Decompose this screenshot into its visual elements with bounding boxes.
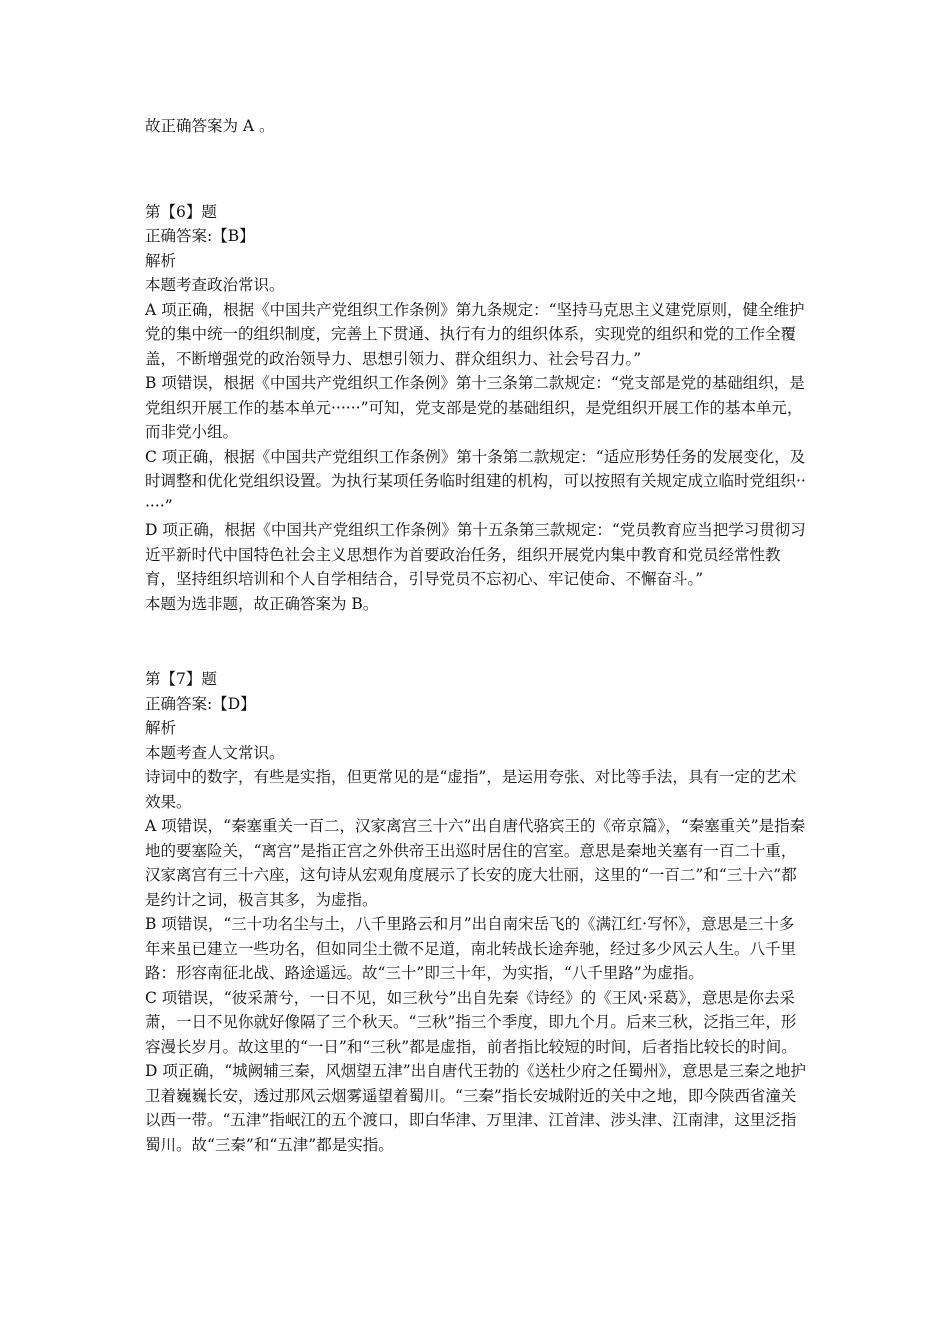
question-6-paragraph-5: D 项正确，根据《中国共产党组织工作条例》第十五条第三款规定：“党员教育应当把学习贯彻习近平新时代中国特色社会主义思想作为首要政治任务，组织开展党内集中教育和党员经常性教育，坚持组织培训和个人自学相结合，引导党员不忘初心、牢记使命、不懈奋斗。” [145, 521, 806, 588]
question-7-paragraph-1: 本题考查人文常识。 [145, 743, 285, 762]
question-6-paragraph-1: 本题考查政治常识。 [145, 276, 285, 294]
section-spacer [145, 616, 809, 667]
document-content [145, 114, 809, 1157]
question-7-paragraph-3: A 项错误，“秦塞重关一百二，汉家离宫三十六”出自唐代骆宾王的《帝京篇》，“秦塞重关”是指秦地的要塞险关，“离宫”是指正宫之外供帝王出巡时居住的宫室。意思是秦地关塞有一百二十重，汉家离宫有三十六座，这句诗从宏观角度展示了长安的庞大壮丽，这里的“一百二”和“三十六”都是约计之词，极言其多，为虚指。 [145, 817, 806, 909]
question-7-header: 第【7】题 [145, 670, 217, 688]
question-7-paragraph-5: C 项错误，“彼采萧兮，一日不见，如三秋兮”出自先秦《诗经》的《王风·采葛》，意思是你去采萧，一日不见你就好像隔了三个秋天。“三秋”指三个季度，即九个月。后来三秋，泛指三年，形容漫长岁月。故这里的“一日”和“三秋”都是虚指，前者指比较短的时间，后者指比较长的时间。 [145, 988, 797, 1056]
question-6-paragraph-2: A 项正确，根据《中国共产党组织工作条例》第九条规定：“坚持马克思主义建党原则，健全维护党的集中统一的组织制度，完善上下贯通、执行有力的组织体系，实现党的组织和党的工作全覆盖，不断增强党的政治领导力、思想引领力、群众组织力、社会号召力。” [145, 300, 805, 368]
question-6-header: 第【6】题 [145, 202, 217, 221]
question-6-paragraph-3: B 项错误，根据《中国共产党组织工作条例》第十三条第二款规定：“党支部是党的基础组织，是党组织开展工作的基本单元······”可知，党支部是党的基础组织，是党组织开展工作的基本单元，而非党小组。 [145, 374, 805, 441]
section-spacer [145, 139, 809, 200]
question-7-paragraph-6: D 项正确，“城阙辅三秦，风烟望五津”出自唐代王勃的《送杜少府之任蜀州》，意思是三秦之地护卫着巍巍长安，透过那风云烟雾遥望着蜀川。“三秦”指长安城附近的关中之地，即今陕西省潼关以西一带。“五津”指岷江的五个渡口，即白华津、万里津、江首津、涉头津、江南津，这里泛指蜀川。故“三秦”和“五津”都是实指。 [145, 1062, 806, 1154]
question-6-paragraph-4: C 项正确，根据《中国共产党组织工作条例》第十条第二款规定：“适应形势任务的发展变化，及时调整和优化党组织设置。为执行某项任务临时组建的机构，可以按照有关规定成立临时党组织······” [145, 447, 806, 515]
question-6-answer: 正确答案:【B】 [145, 227, 255, 245]
question-7-paragraph-2: 诗词中的数字，有些是实指，但更常见的是“虚指”，是运用夸张、对比等手法，具有一定的艺术效果。 [145, 768, 797, 811]
question-7-paragraph-4: B 项错误，“三十功名尘与土，八千里路云和月”出自南宋岳飞的《满江红·写怀》，意思是三十多年来虽已建立一些功名，但如同尘土微不足道，南北转战长途奔驰，经过多少风云人生。八千里路：形容南征北战、路途遥远。故“三十”即三十年，为实指，“八千里路”为虚指。 [145, 915, 797, 982]
question-7-section [145, 667, 809, 1157]
question-7-answer: 正确答案:【D】 [145, 694, 256, 713]
question-6-paragraph-6: 本题为选非题，故正确答案为 B。 [145, 594, 379, 613]
question-7-analysis-label: 解析 [145, 719, 177, 737]
question-6-analysis-label: 解析 [145, 251, 177, 270]
question-6-section [145, 200, 809, 617]
previous-answer-conclusion: 故正确答案为 A 。 [145, 117, 275, 135]
